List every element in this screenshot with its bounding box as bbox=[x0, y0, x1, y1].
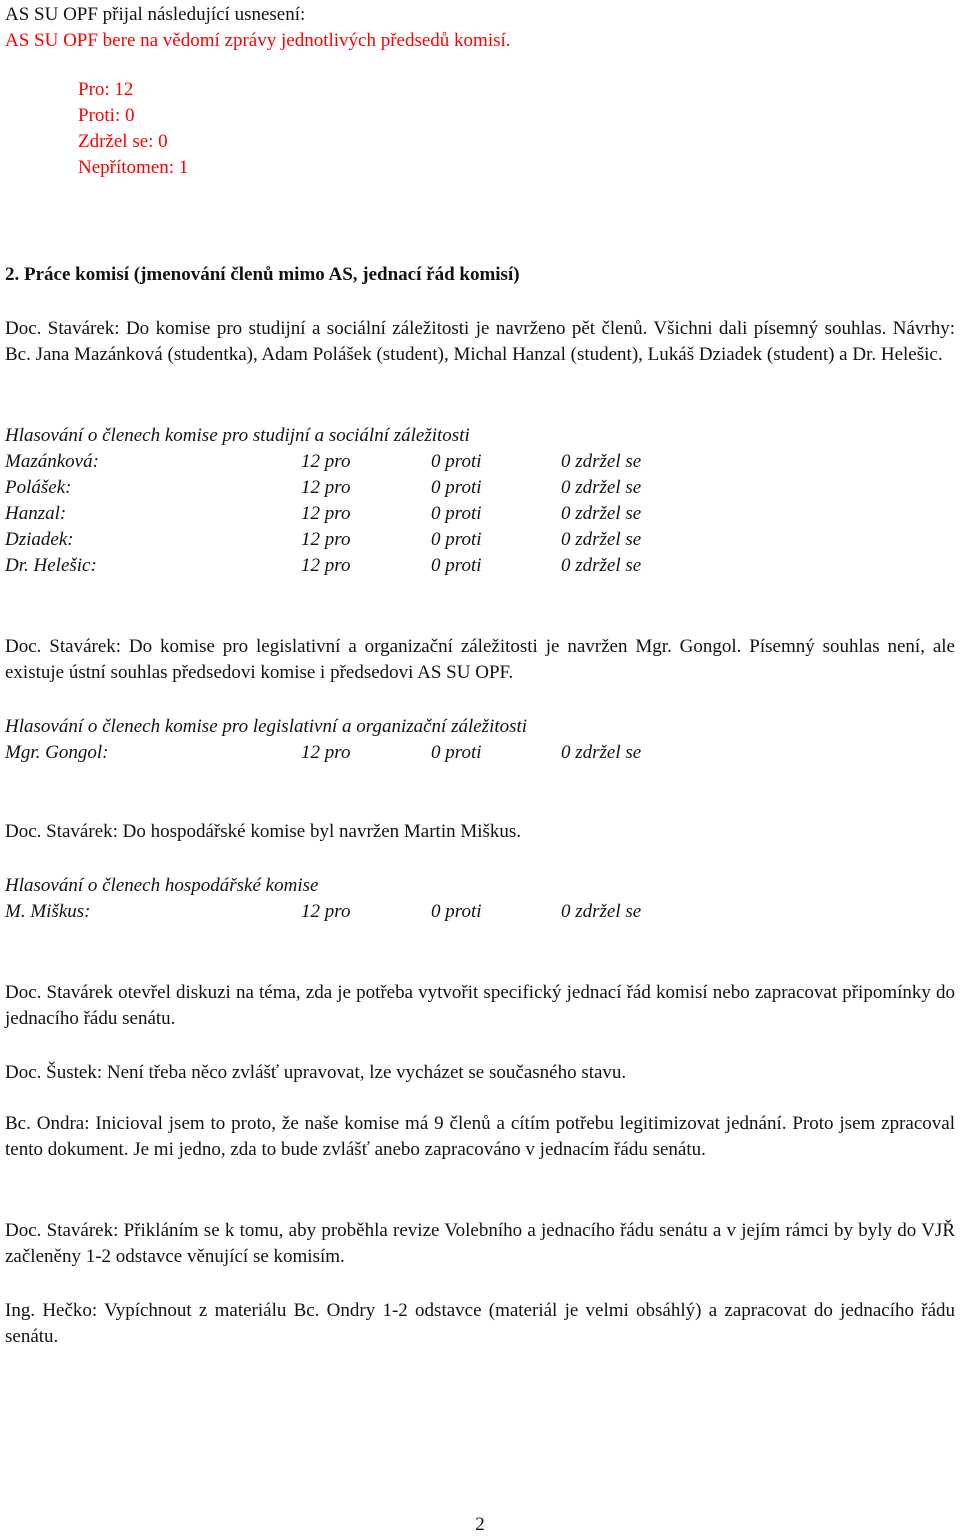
paragraph-study-nominations: Doc. Stavárek: Do komise pro studijní a sociální záležitosti je navrženo pět členů. Všichni dali písemný souhlas. Návrhy: Bc. Jana Mazánková (studentka), Adam Polášek (student), Michal Hanzal (student), Lukáš Dziadek (student) a Dr. Helešic. bbox=[5, 318, 955, 365]
vote-row bbox=[5, 475, 955, 501]
section-heading: 2. Práce komisí (jmenování členů mimo AS, jednací řád komisí) bbox=[5, 264, 520, 285]
vote-zdrzel-count: 0 zdržel se bbox=[561, 477, 642, 498]
vote-heading: Hlasování o členech komise pro studijní a sociální záležitosti bbox=[5, 425, 470, 446]
vote-name: Mgr. Gongol: bbox=[5, 742, 109, 763]
vote-pro-count: 12 pro bbox=[301, 529, 351, 550]
vote-proti-count: 0 proti bbox=[431, 742, 482, 763]
vote-row bbox=[5, 501, 955, 527]
paragraph-discussion: Doc. Stavárek otevřel diskuzi na téma, zda je potřeba vytvořit specifický jednací řád komisí nebo zapracovat připomínky do jednacího řádu senátu. bbox=[5, 982, 955, 1029]
vote-row bbox=[5, 740, 955, 766]
vote-proti-count: 0 proti bbox=[431, 555, 482, 576]
vote-proti-count: 0 proti bbox=[431, 529, 482, 550]
paragraph-staravek-revize: Doc. Stavárek: Přikláním se k tomu, aby proběhla revize Volebního a jednacího řádu senátu a v jejím rámci by byly do VJŘ začleněny 1-2 odstavce věnující se komisím. bbox=[5, 1220, 955, 1267]
vote-heading: Hlasování o členech komise pro legislativní a organizační záležitosti bbox=[5, 716, 528, 737]
vote-pro: Pro: 12 bbox=[78, 79, 134, 100]
vote-name: M. Miškus: bbox=[5, 901, 91, 922]
vote-zdrzel-count: 0 zdržel se bbox=[561, 901, 642, 922]
vote-zdrzel-count: 0 zdržel se bbox=[561, 555, 642, 576]
vote-proti-count: 0 proti bbox=[431, 901, 482, 922]
vote-row bbox=[5, 553, 955, 579]
vote-proti: Proti: 0 bbox=[78, 105, 135, 126]
vote-zdrzel: Zdržel se: 0 bbox=[78, 131, 168, 152]
vote-row bbox=[5, 449, 955, 475]
vote-name: Dr. Helešic: bbox=[5, 555, 97, 576]
vote-table-legislative bbox=[5, 714, 955, 766]
vote-row bbox=[5, 899, 955, 925]
paragraph-legislative-nomination: Doc. Stavárek: Do komise pro legislativní a organizační záležitosti je navržen Mgr. Gongol. Písemný souhlas není, ale existuje ústní souhlas předsedovi komise i předsedovi AS SU OPF. bbox=[5, 636, 955, 683]
paragraph-hecko: Ing. Hečko: Vypíchnout z materiálu Bc. Ondry 1-2 odstavce (materiál je velmi obsáhlý) a zapracovat do jednacího řádu senátu. bbox=[5, 1300, 955, 1347]
vote-pro-count: 12 pro bbox=[301, 503, 351, 524]
vote-zdrzel-count: 0 zdržel se bbox=[561, 451, 642, 472]
vote-zdrzel-count: 0 zdržel se bbox=[561, 503, 642, 524]
vote-proti-count: 0 proti bbox=[431, 451, 482, 472]
vote-row bbox=[5, 527, 955, 553]
vote-pro-count: 12 pro bbox=[301, 555, 351, 576]
vote-pro-count: 12 pro bbox=[301, 477, 351, 498]
vote-heading: Hlasování o členech hospodářské komise bbox=[5, 875, 319, 896]
vote-name: Polášek: bbox=[5, 477, 72, 498]
vote-zdrzel-count: 0 zdržel se bbox=[561, 742, 642, 763]
vote-name: Mazánková: bbox=[5, 451, 99, 472]
page-number: 2 bbox=[475, 1514, 485, 1535]
paragraph-economic-nomination: Doc. Stavárek: Do hospodářské komise byl navržen Martin Miškus. bbox=[5, 821, 522, 842]
vote-nepritomen: Nepřítomen: 1 bbox=[78, 157, 189, 178]
vote-pro-count: 12 pro bbox=[301, 901, 351, 922]
resolution-text: AS SU OPF bere na vědomí zprávy jednotlivých předsedů komisí. bbox=[5, 30, 511, 51]
resolution-votes bbox=[5, 77, 960, 181]
vote-zdrzel-count: 0 zdržel se bbox=[561, 529, 642, 550]
vote-proti-count: 0 proti bbox=[431, 477, 482, 498]
vote-pro-count: 12 pro bbox=[301, 451, 351, 472]
vote-proti-count: 0 proti bbox=[431, 503, 482, 524]
vote-table-study bbox=[5, 423, 955, 579]
paragraph-ondra: Bc. Ondra: Inicioval jsem to proto, že naše komise má 9 členů a cítím potřebu legitimizovat jednání. Proto jsem zpracoval tento dokument. Je mi jedno, zda to bude zvlášť anebo zapracováno v jednacím řádu senátu. bbox=[5, 1113, 955, 1160]
vote-pro-count: 12 pro bbox=[301, 742, 351, 763]
vote-table-economic bbox=[5, 873, 955, 925]
resolution-intro: AS SU OPF přijal následující usnesení: bbox=[5, 4, 306, 25]
vote-name: Hanzal: bbox=[5, 503, 67, 524]
paragraph-sustek: Doc. Šustek: Není třeba něco zvlášť upravovat, lze vycházet se současného stavu. bbox=[5, 1062, 627, 1083]
vote-name: Dziadek: bbox=[5, 529, 74, 550]
